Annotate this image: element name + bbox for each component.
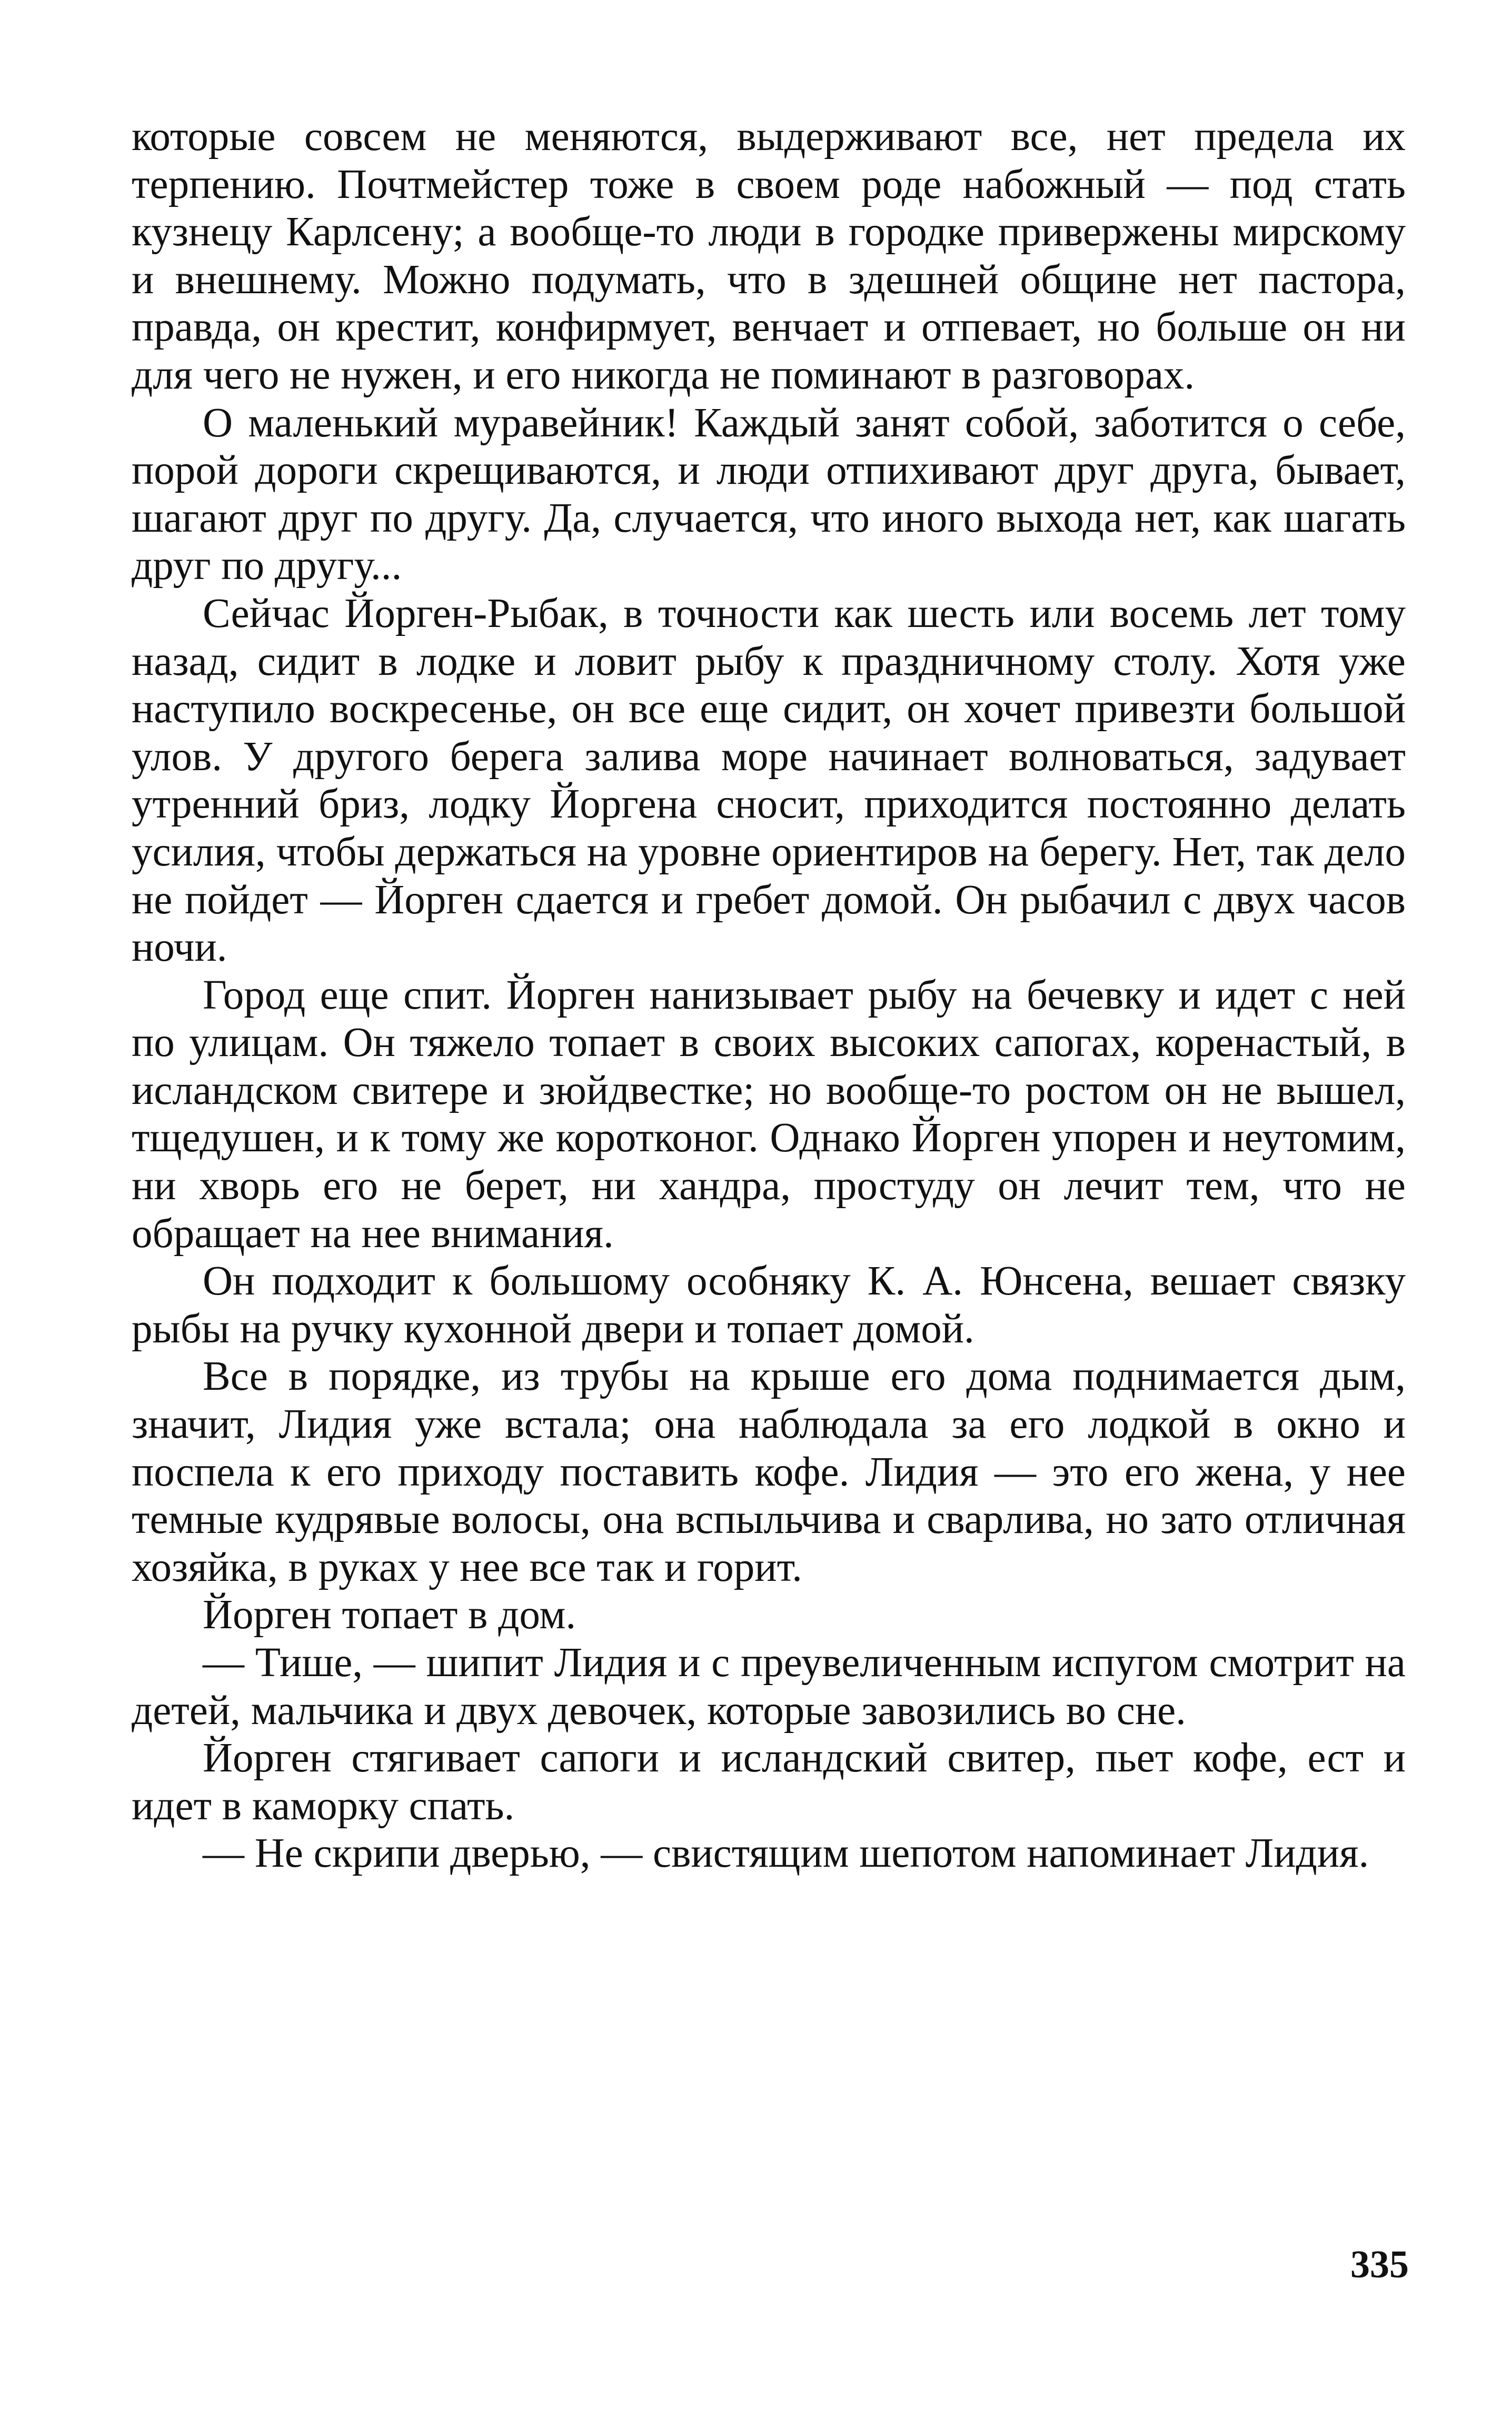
paragraph: Йорген стягивает сапоги и исландский свитер, пьет кофе, ест и идет в каморку спать. [132, 1735, 1406, 1829]
paragraph: Сейчас Йорген-Рыбак, в точности как шесть или восемь лет тому назад, сидит в лодке и ловит рыбу к праздничному столу. Хотя уже наступило воскресенье, он все еще сидит, он хочет привезти большой улов. У другого берега залива море начинает волноваться, задувает утренний бриз, лодку Йоргена сносит, приходится постоянно делать усилия, чтобы держаться на уровне ориентиров на берегу. Нет, так дело не пойдет — Йорген сдается и гребет домой. Он рыбачил с двух часов ночи. [132, 590, 1406, 971]
paragraph: — Не скрипи дверью, — свистящим шепотом напоминает Лидия. [203, 1830, 1369, 1877]
paragraph-continuation: которые совсем не меняются, выдерживают все, нет предела их терпению. Почтмейстер тоже в своем роде набожный — под стать кузнецу Карлсену; а вообще-то люди в городке привержены мирскому и внешнему. Можно подумать, что в здешней общине нет пастора, правда, он крестит, конфирмует, венчает и отпевает, но больше он ни для чего не нужен, и его никогда не поминают в разговорах. [132, 114, 1406, 398]
paragraph: — Тише, — шипит Лидия и с преувеличенным испугом смотрит на детей, мальчика и двух девочек, которые завозились во сне. [132, 1640, 1406, 1734]
paragraph: Йорген топает в дом. [203, 1592, 576, 1638]
paragraph: Все в порядке, из трубы на крыше его дома поднимается дым, значит, Лидия уже встала; она наблюдала за его лодкой в окно и поспела к его приходу поставить кофе. Лидия — это его жена, у нее темные кудрявые волосы, она вспыльчива и сварлива, но зато отличная хозяйка, в руках у нее все так и горит. [132, 1353, 1406, 1590]
paragraph: Город еще спит. Йорген нанизывает рыбу на бечевку и идет с ней по улицам. Он тяжело топает в своих высоких сапогах, коренастый, в исландском свитере и зюйдвестке; но вообще-то ростом он не вышел, тщедушен, и к тому же коротконог. Однако Йорген упорен и неутомим, ни хворь его не берет, ни хандра, простуду он лечит тем, что не обращает на нее внимания. [132, 972, 1406, 1257]
page-number: 335 [1350, 2243, 1409, 2286]
page-body [132, 113, 1406, 1878]
paragraph: О маленький муравейник! Каждый занят собой, заботится о себе, порой дороги скрещиваются, и люди отпихивают друг друга, бывает, шагают друг по другу. Да, случается, что иного выхода нет, как шагать друг по другу... [132, 400, 1406, 589]
paragraph: Он подходит к большому особняку К. А. Юнсена, вешает связку рыбы на ручку кухонной двери и топает домой. [132, 1258, 1406, 1352]
